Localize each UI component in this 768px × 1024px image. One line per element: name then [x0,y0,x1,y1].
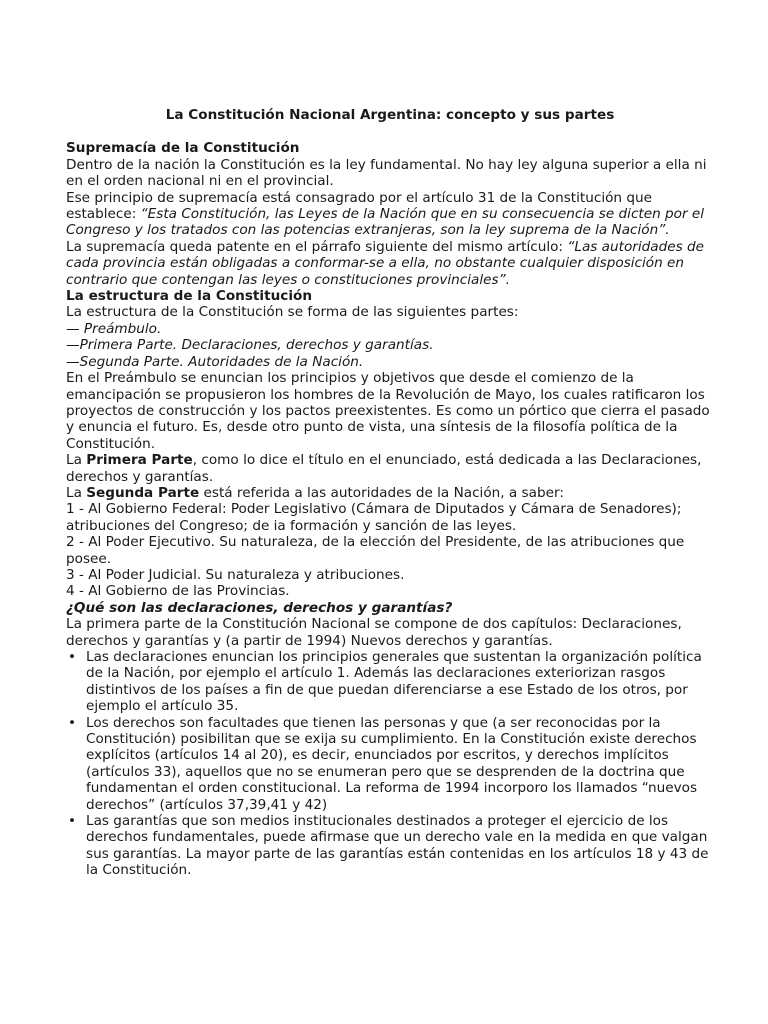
list-item-poder-judicial: 3 - Al Poder Judicial. Su naturaleza y atribuciones. [66,566,405,583]
quote-articulo-31: “Esta Constitución, las Leyes de la Nación que en su consecuencia se dicten por el Congreso y los tratados con las potencias extranjeras, son la ley suprema de la Nación”. [66,206,705,239]
bullet-icon: • [68,714,77,731]
paragraph-supremacia-lead: La supremacía queda patente en el párrafo siguiente del mismo artículo: [66,238,568,255]
text-segunda-parte-rest: está referida a las autoridades de la Nación, a saber: [199,484,564,501]
heading-declaraciones: ¿Qué son las declaraciones, derechos y garantías? [66,599,453,616]
part-preambulo: — Preámbulo. [66,320,162,337]
text-primera-parte-rest: , como lo dice el título en el enunciado, está dedicada a las Declaraciones, derechos y garantías. [66,452,702,485]
heading-supremacia: Supremacía de la Constitución [66,140,300,157]
text-la: La [66,484,87,501]
bullet-icon: • [68,649,77,665]
list-item-poder-ejecutivo: 2 - Al Poder Ejecutivo. Su naturaleza, de la elección del Presidente, de las atribuciones que posee. [66,534,685,567]
part-primera-parte: —Primera Parte. Declaraciones, derechos y garantías. [66,337,434,354]
paragraph-supremacia-patente [66,239,714,288]
bullet-item-derechos [66,715,714,813]
heading-estructura: La estructura de la Constitución [66,288,313,305]
bullet-text: Los derechos son facultades que tienen las personas y que (a ser reconocidas por la Constitución) posibilitan que se exija su cumplimiento. En la Constitución existe derechos explícitos (artículos 14 al 20), es decir, enunciados por escritos, y derechos implícitos (artículos 33), aquellos que no se enumeran pero que se desprenden de la doctrina que fundamentan el orden constitucional. La reforma de 1994 incorporo los llamados “nuevos derechos” (artículos 37,39,41 y 42) [86,714,698,813]
bullet-text: Las garantías que son medios institucionales destinados a proteger el ejercicio de los derechos fundamentales, puede afirmase que un derecho vale en la medida en que valgan sus garantías. La mayor parte de las garantías están contenidas en los artículos 18 y 43 de la Constitución. [86,813,709,879]
paragraph-primera-parte [66,452,714,485]
bullet-text: Las declaraciones enuncian los principios generales que sustentan la organización política de la Nación, por ejemplo el artículo 1. Además las declaraciones exteriorizan rasgos distintivos de los países a fin de que puedan diferenciarse a ese Estado de los otros, por ejemplo el artículo 35. [86,649,702,715]
document-title: La Constitución Nacional Argentina: concepto y sus partes [165,107,615,123]
bold-primera-parte: Primera Parte [86,452,193,469]
paragraph-articulo-31 [66,190,714,239]
paragraph-estructura-intro: La estructura de la Constitución se forma de las siguientes partes: [66,304,519,321]
paragraph-segunda-parte [66,485,714,501]
bold-segunda-parte: Segunda Parte [86,484,200,501]
bullet-item-declaraciones [66,649,714,715]
quote-autoridades-provincia: “Las autoridades de cada provincia están obligadas a conformar-se a ella, no obstante cualquier disposición en contrario que contengan las leyes o constituciones provinciales”. [66,238,704,288]
paragraph-ley-fundamental: Dentro de la nación la Constitución es la ley fundamental. No hay ley alguna superior a ella ni en el orden nacional ni en el provincial. [66,156,707,190]
list-item-gobierno-provincias: 4 - Al Gobierno de las Provincias. [66,583,290,600]
text-la: La [66,452,87,469]
paragraph-articulo-31-lead: Ese principio de supremacía está consagrado por el artículo 31 de la Constitución que establece: [66,189,652,223]
paragraph-preambulo: En el Preámbulo se enuncian los principios y objetivos que desde el comienzo de la emancipación se propusieron los hombres de la Revolución de Mayo, los cuales ratificaron los proyectos de construcción y los pactos preexistentes. Es como un pórtico que cierra el pasado y enuncia el futuro. Es, desde otro punto de vista, una síntesis de la filosofía política de la Constitución. [66,370,710,452]
bullet-icon: • [68,813,77,830]
list-item-gobierno-federal: 1 - Al Gobierno Federal: Poder Legislativo (Cámara de Diputados y Cámara de Senadores); atribuciones del Congreso; de ia formación y sanción de las leyes. [66,501,682,534]
document-body [66,107,714,879]
paragraph-primera-parte-capitulos: La primera parte de la Constitución Nacional se compone de dos capítulos: Declaraciones, derechos y garantías y (a partir de 1994) Nuevos derechos y garantías. [66,616,682,649]
part-segunda-parte: —Segunda Parte. Autoridades de la Nación. [66,353,364,370]
bullet-item-garantias [66,813,714,879]
bullet-list [66,649,714,879]
